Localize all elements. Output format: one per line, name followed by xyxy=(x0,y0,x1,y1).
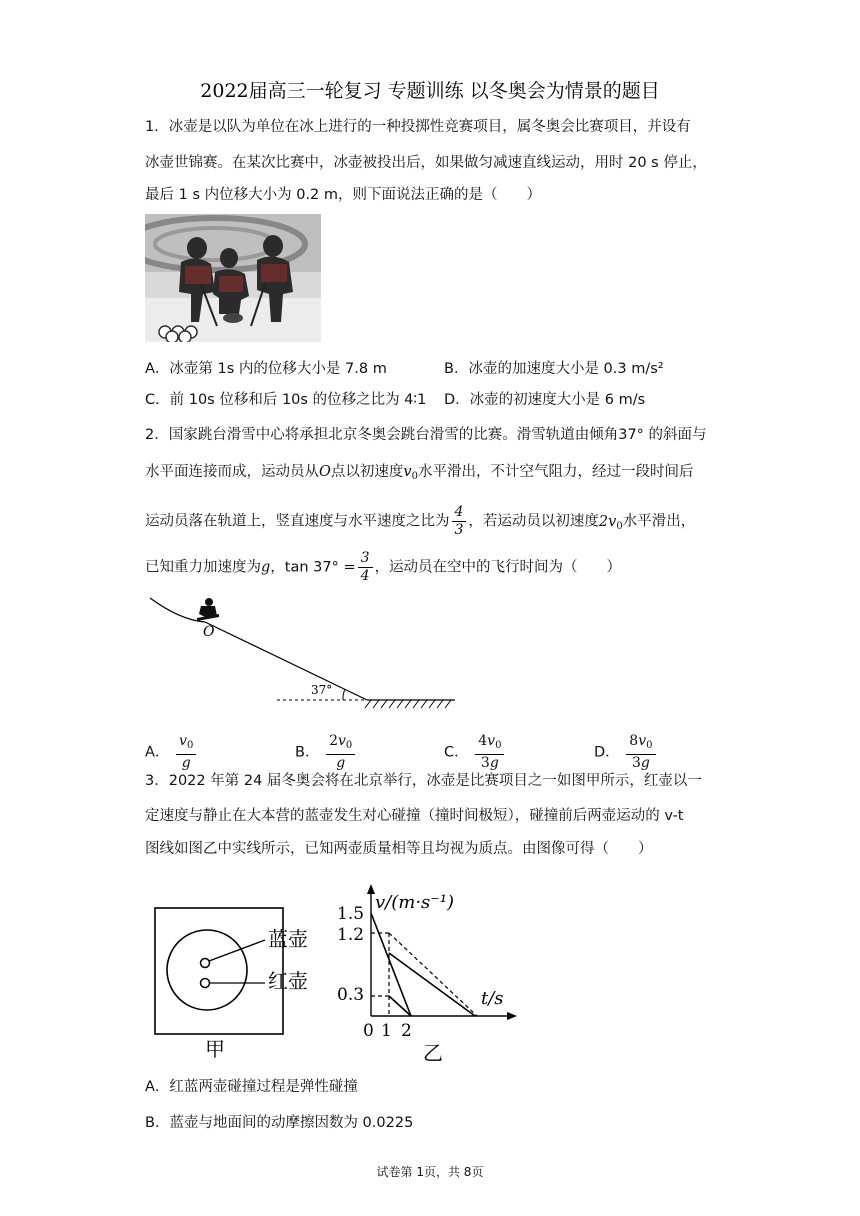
q3-line1: 3．2022 年第 24 届冬奥会将在北京举行，冰壶是比赛项目之一如图甲所示，红壶以一 xyxy=(145,773,702,789)
v-axis-label: v/(m·s⁻¹) xyxy=(375,892,455,913)
angle-label: 37° xyxy=(311,683,333,697)
q2-line3: 运动员落在轨道上，竖直速度与水平速度之比为 $\frac{4}{3}$ ，若运动员以初速度$2v_0$水平滑出， xyxy=(145,504,696,538)
q2-line1: 2．国家跳台滑雪中心将承担北京冬奥会跳台滑雪的比赛。滑雪轨道由倾角37° 的斜面与 xyxy=(145,427,707,443)
page-title: 2022届高三一轮复习 专题训练 以冬奥会为情景的题目 xyxy=(200,80,660,102)
skier-icon xyxy=(197,598,219,621)
q2-option-c: C． $\frac{4v_0}{3g}$ xyxy=(444,733,506,772)
ratio-fraction: $\frac{4}{3}$ xyxy=(452,504,467,539)
point-o-label: O xyxy=(203,624,215,640)
q1-option-d: D．冰壶的初速度大小是 6 m/s xyxy=(444,392,646,408)
q1-option-c: C．前 10s 位移和后 10s 的位移之比为 4∶1 xyxy=(145,392,427,408)
q1-option-a: A．冰壶第 1s 内的位移大小是 7.8 m xyxy=(145,361,387,377)
curling-figure xyxy=(145,880,525,1065)
t-axis-label: t/s xyxy=(481,988,504,1009)
red-extrapolated-line xyxy=(389,933,477,1016)
q1-line2: 冰壶世锦赛。在某次比赛中，冰壶被投出后，如果做匀减速直线运动，用时 20 s 停止， xyxy=(145,155,707,171)
page-footer: 试卷第 1页，共 8页 xyxy=(376,1165,484,1179)
q2-option-a: A． $\frac{v_0}{g}$ xyxy=(145,733,198,772)
x-tick-1: 1 xyxy=(381,1021,392,1041)
q3-option-a: A．红蓝两壶碰撞过程是弹性碰撞 xyxy=(145,1079,358,1095)
red-stone-label: 红壶 xyxy=(268,969,308,993)
q2-line2: 水平面连接而成，运动员从O点以初速度$v_0$水平滑出，不计空气阻力，经过一段时间后 xyxy=(145,464,694,482)
q3-line2: 定速度与静止在大本营的蓝壶发生对心碰撞（撞时间极短），碰撞前后两壶运动的 v-t xyxy=(145,808,684,824)
x-tick-2: 2 xyxy=(401,1021,412,1041)
y-tick-0-3: 0.3 xyxy=(337,985,365,1005)
ski-slope-diagram xyxy=(145,590,465,715)
q3-line3: 图线如图乙中实线所示，已知两壶质量相等且均视为质点。由图像可得（ ） xyxy=(145,841,653,857)
q1-line3: 最后 1 s 内位移大小为 0.2 m，则下面说法正确的是（ ） xyxy=(145,187,542,203)
x-tick-0: 0 xyxy=(363,1021,374,1041)
y-tick-1-2: 1.2 xyxy=(337,925,365,945)
figure-yi-label: 乙 xyxy=(423,1041,443,1065)
q2-line4: 已知重力加速度为g，tan 37° = $\frac{3}{4}$ ，运动员在空中的飞行时间为（ ） xyxy=(145,550,622,584)
blue-stone-label: 蓝壶 xyxy=(268,927,308,951)
y-tick-1-5: 1.5 xyxy=(337,904,365,924)
q3-option-b: B．蓝壶与地面间的动摩擦因数为 0.0225 xyxy=(145,1115,414,1131)
q2-option-d: D． $\frac{8v_0}{3g}$ xyxy=(594,733,658,772)
q1-line1: 1．冰壶是以队为单位在冰上进行的一种投掷性竞赛项目，属冬奥会比赛项目，并设有 xyxy=(145,119,691,135)
figure-jia-label: 甲 xyxy=(205,1037,225,1061)
q2-option-b: B． $\frac{2v_0}{g}$ xyxy=(295,733,357,772)
q1-option-b: B．冰壶的加速度大小是 0.3 m/s² xyxy=(444,361,664,377)
blue-after-line xyxy=(389,953,475,1016)
tan-fraction: $\frac{3}{4}$ xyxy=(358,550,373,585)
curling-photo xyxy=(145,214,321,342)
